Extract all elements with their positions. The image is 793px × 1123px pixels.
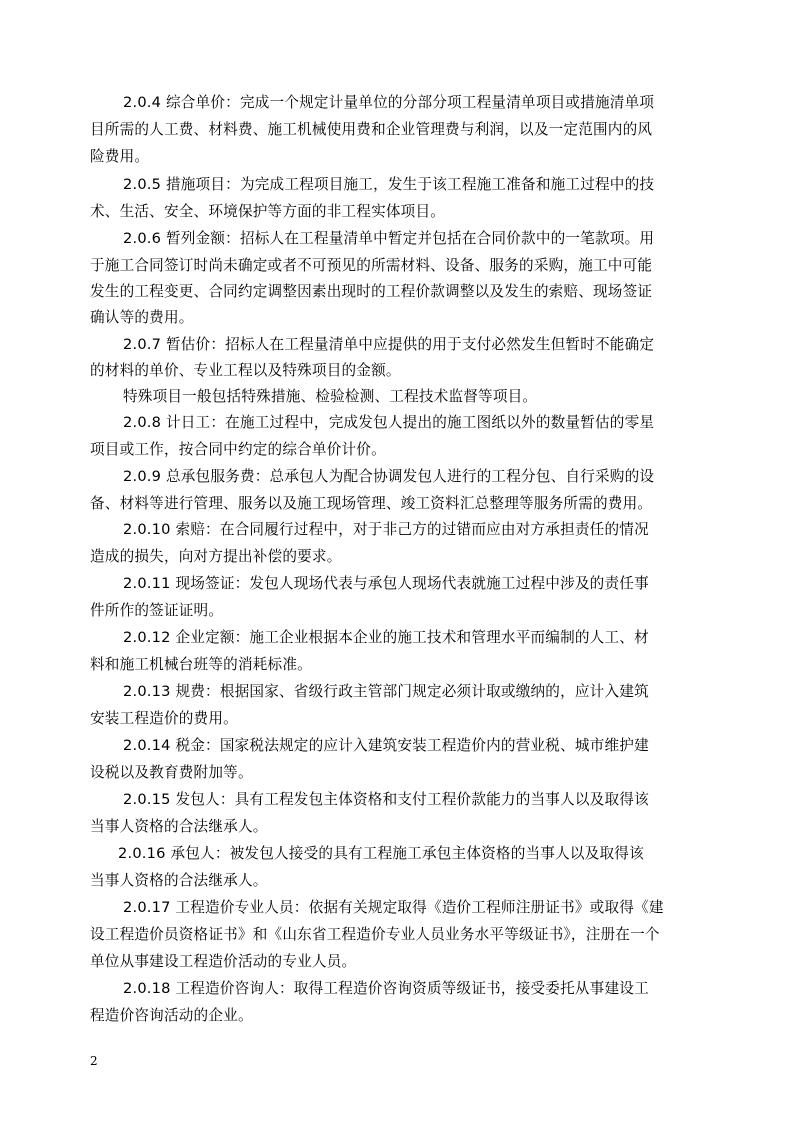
text-line: 2.0.14 税金：国家税法规定的应计入建筑安装工程造价内的营业税、城市维护建 (123, 737, 649, 754)
text-line: 单位从事建设工程造价活动的专业人员。 (90, 953, 357, 970)
text-line: 2.0.6 暂列金额：招标人在工程量清单中暂定并包括在合同价款中的一笔款项。用 (123, 230, 655, 247)
text-line: 件所作的签证证明。 (90, 602, 224, 619)
text-line: 2.0.16 承包人：被发包人接受的具有工程施工承包主体资格的当事人以及取得该 (118, 845, 644, 862)
text-line: 2.0.17 工程造价专业人员：依据有关规定取得《造价工程师注册证书》或取得《建 (123, 899, 664, 916)
text-line: 2.0.5 措施项目：为完成工程项目施工，发生于该工程施工准备和施工过程中的技 (123, 176, 655, 193)
text-line: 术、生活、安全、环境保护等方面的非工程实体项目。 (90, 203, 446, 220)
text-line: 2.0.15 发包人：具有工程发包主体资格和支付工程价款能力的当事人以及取得该 (123, 791, 649, 808)
text-line: 当事人资格的合法继承人。 (90, 872, 268, 889)
text-line: 2.0.9 总承包服务费：总承包人为配合协调发包人进行的工程分包、自行采购的设 (123, 468, 655, 485)
text-line: 于施工合同签订时尚未确定或者不可预见的所需材料、设备、服务的采购，施工中可能 (90, 257, 653, 274)
text-line: 2.0.13 规费：根据国家、省级行政主管部门规定必须计取或缴纳的，应计入建筑 (123, 683, 649, 700)
text-line: 当事人资格的合法继承人。 (90, 818, 268, 835)
text-line: 2.0.10 索赔：在合同履行过程中，对于非己方的过错而应由对方承担责任的情况 (123, 521, 649, 538)
text-line: 程造价咨询活动的企业。 (90, 1007, 253, 1024)
page-number: 2 (90, 1054, 98, 1068)
text-line: 险费用。 (90, 148, 150, 165)
text-line: 2.0.4 综合单价：完成一个规定计量单位的分部分项工程量清单项目或措施清单项 (123, 94, 655, 111)
text-line: 特殊项目一般包括特殊措施、检验检测、工程技术监督等项目。 (123, 388, 538, 405)
text-line: 设税以及教育费附加等。 (90, 764, 253, 781)
text-line: 备、材料等进行管理、服务以及施工现场管理、竣工资料汇总整理等服务所需的费用。 (90, 495, 653, 512)
text-line: 造成的损失，向对方提出补偿的要求。 (90, 548, 342, 565)
text-line: 目所需的人工费、材料费、施工机械使用费和企业管理费与利润，以及一定范围内的风 (90, 121, 653, 138)
text-line: 2.0.18 工程造价咨询人：取得工程造价咨询资质等级证书，接受委托从事建设工 (123, 980, 649, 997)
text-line: 项目或工作，按合同中约定的综合单价计价。 (90, 441, 386, 458)
text-line: 2.0.12 企业定额：施工企业根据本企业的施工技术和管理水平而编制的人工、材 (123, 629, 649, 646)
text-line: 2.0.7 暂估价：招标人在工程量清单中应提供的用于支付必然发生但暂时不能确定 (123, 336, 655, 353)
text-line: 的材料的单价、专业工程以及特殊项目的金额。 (90, 362, 401, 379)
text-line: 设工程造价员资格证书》和《山东省工程造价专业人员业务水平等级证书》，注册在一个 (90, 926, 660, 943)
text-line: 安装工程造价的费用。 (90, 710, 238, 727)
text-line: 料和施工机械台班等的消耗标准。 (90, 656, 312, 673)
text-line: 2.0.8 计日工：在施工过程中，完成发包人提出的施工图纸以外的数量暂估的零星 (123, 414, 655, 431)
text-line: 2.0.11 现场签证：发包人现场代表与承包人现场代表就施工过程中涉及的责任事 (123, 575, 649, 592)
text-line: 发生的工程变更、合同约定调整因素出现时的工程价款调整以及发生的索赔、现场签证 (90, 283, 653, 300)
text-line: 确认等的费用。 (90, 309, 194, 326)
